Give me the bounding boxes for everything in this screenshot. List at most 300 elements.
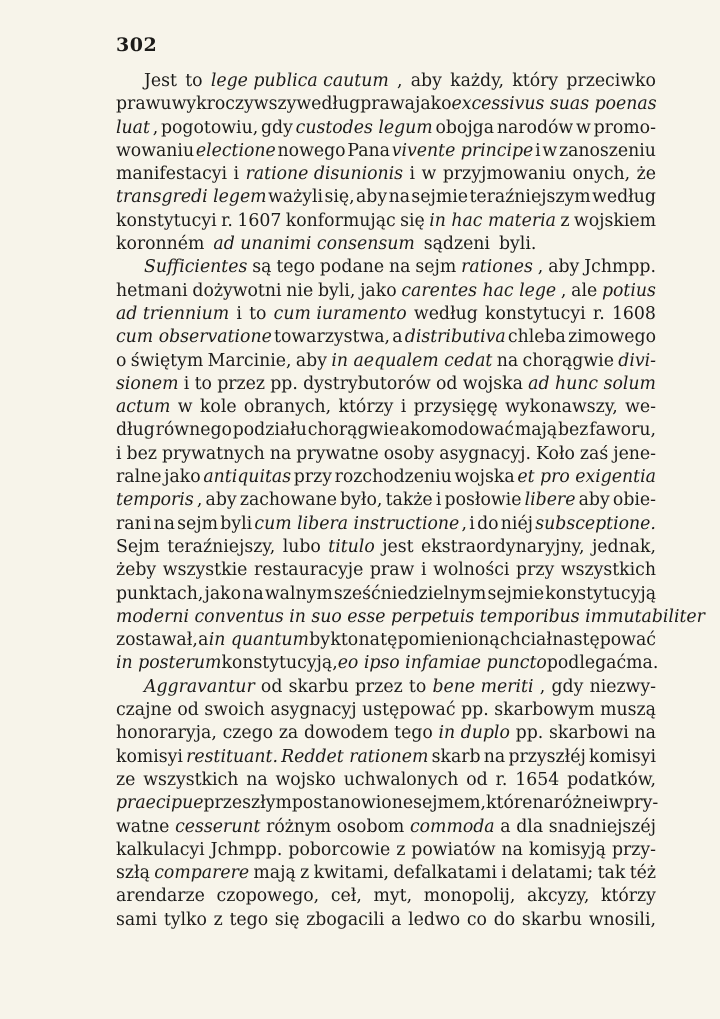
- latin-phrase: Reddet rationem: [281, 746, 429, 767]
- word: komisyi: [116, 746, 183, 767]
- word: towarzystwa,: [274, 327, 391, 348]
- text-line: [116, 583, 656, 606]
- word: arendarze: [116, 886, 205, 907]
- word: sejm: [177, 513, 219, 534]
- word: chleba: [507, 327, 566, 348]
- word: sześćniedzielnym: [333, 583, 487, 604]
- word: aby: [410, 71, 442, 91]
- word: zaś: [579, 443, 609, 464]
- word: to: [194, 373, 212, 394]
- text-line: [116, 466, 656, 489]
- word: Pana: [347, 140, 390, 161]
- word: z: [560, 210, 570, 231]
- word: walnym: [264, 583, 333, 604]
- word: do: [493, 909, 516, 930]
- word: ledwo: [408, 909, 461, 930]
- word: prawu: [116, 94, 172, 115]
- word: co: [466, 909, 487, 930]
- word: gdy: [551, 676, 584, 697]
- word: według: [296, 94, 361, 115]
- word: sejm: [415, 257, 457, 278]
- word: jako: [360, 280, 397, 301]
- word: od: [260, 676, 283, 697]
- word: pry-: [623, 793, 659, 814]
- word: asygnacyj: [270, 700, 357, 721]
- word: gdy: [260, 117, 293, 138]
- word: pogotowiu,: [160, 117, 259, 138]
- word: chorągwie: [522, 350, 614, 371]
- word: dożywotni: [192, 280, 282, 301]
- word: jednak,: [591, 536, 656, 557]
- word: Koło: [536, 443, 575, 464]
- word: by: [309, 630, 331, 651]
- word: podziału: [232, 420, 307, 441]
- word: dystrybutorów: [303, 373, 431, 394]
- word: r.: [592, 303, 605, 324]
- word: się,: [324, 187, 355, 208]
- word: kto: [330, 630, 359, 651]
- word: jest: [382, 536, 414, 557]
- word: myt,: [373, 886, 413, 907]
- word: koronném: [116, 234, 205, 255]
- latin-phrase: Aggravantur: [144, 676, 255, 697]
- text-line: [116, 280, 656, 303]
- word: niezwy-: [589, 676, 656, 697]
- word: zimowego: [568, 327, 656, 348]
- text-line: [116, 769, 656, 792]
- word: czajne: [116, 700, 172, 721]
- word: i: [435, 490, 442, 511]
- word: a: [500, 816, 511, 837]
- text-line: [116, 140, 656, 163]
- word: czopowego,: [216, 886, 320, 907]
- word: ekstraordynaryjny,: [421, 536, 585, 557]
- latin-phrase: distributiva: [404, 327, 506, 348]
- word: Jchmpp.: [210, 839, 283, 860]
- latin-phrase: et pro exigentia: [517, 467, 656, 488]
- word: defalkatami: [393, 863, 497, 884]
- text-line: [116, 722, 656, 745]
- text-line: [116, 117, 656, 140]
- word: uchwalonych: [343, 769, 459, 790]
- word: każdy,: [450, 71, 505, 91]
- word: wykonawszy,: [505, 397, 618, 418]
- text-line: [116, 419, 656, 442]
- word: od: [436, 373, 458, 394]
- word: ,: [152, 117, 159, 138]
- word: aby: [578, 490, 610, 511]
- text-line: [116, 233, 656, 256]
- word: na: [634, 723, 656, 744]
- word: się: [400, 210, 425, 231]
- word: i: [116, 443, 122, 464]
- word: na: [153, 513, 175, 534]
- word: na: [389, 257, 411, 278]
- word: że: [636, 164, 656, 185]
- word: Jest: [144, 71, 177, 91]
- latin-phrase: electione: [195, 140, 276, 161]
- word: tego: [394, 723, 433, 744]
- word: bez: [126, 443, 157, 464]
- word: i: [183, 373, 190, 394]
- text-line: [116, 513, 656, 536]
- text-line: [116, 629, 656, 652]
- word: narodów: [496, 117, 574, 138]
- word: tę: [380, 630, 398, 651]
- word: wszystkich: [560, 560, 656, 581]
- word: ale: [571, 280, 598, 301]
- text-line: [116, 303, 656, 326]
- word: a: [198, 630, 209, 651]
- word: podatków,: [567, 769, 656, 790]
- latin-phrase: libere: [524, 490, 576, 511]
- text-line: [116, 839, 656, 862]
- word: mają: [253, 863, 296, 884]
- word: rozchodzeniu: [334, 467, 452, 488]
- word: tylko: [163, 909, 207, 930]
- latin-phrase: rationes: [461, 257, 533, 278]
- text-line: [116, 536, 656, 559]
- word: obie-: [612, 490, 656, 511]
- word: muszą: [600, 700, 656, 721]
- word: byli.: [498, 234, 537, 255]
- latin-phrase: in duplo: [438, 723, 510, 744]
- word: i: [409, 164, 416, 185]
- word: przysięgę: [413, 397, 498, 418]
- word: kalkulacyi: [116, 839, 205, 860]
- word: promo-: [593, 117, 656, 138]
- word: onych,: [572, 164, 631, 185]
- text-line: [116, 606, 705, 629]
- word: przyszłéj: [508, 746, 586, 767]
- word: z: [300, 863, 310, 884]
- text-line: [116, 350, 656, 373]
- word: r.: [221, 210, 233, 231]
- word: przez: [354, 676, 403, 697]
- text-line: [116, 699, 656, 722]
- word: dla: [516, 816, 544, 837]
- latin-phrase: vivente principe: [391, 140, 534, 161]
- latin-phrase: actum: [116, 397, 171, 418]
- word: następować: [552, 630, 656, 651]
- word: teraźniejszym: [469, 187, 591, 208]
- word: teraźniejszy,: [167, 536, 276, 557]
- word: na: [501, 839, 523, 860]
- word: ,: [196, 490, 203, 511]
- word: zanoszeniu: [558, 140, 656, 161]
- word: prywatne: [296, 443, 379, 464]
- word: z: [213, 909, 223, 930]
- text-line: [116, 443, 656, 466]
- word: przeciwko: [566, 71, 656, 91]
- word: punktach,: [116, 583, 204, 604]
- word: akcyzy,: [527, 886, 590, 907]
- word: jako: [204, 583, 242, 604]
- word: i: [535, 140, 541, 161]
- word: kole: [199, 397, 237, 418]
- word: od: [177, 700, 199, 721]
- word: na: [496, 350, 519, 371]
- latin-phrase: in hac materia: [429, 210, 556, 231]
- word: chciał: [500, 630, 552, 651]
- word: ,: [461, 513, 468, 534]
- word: wszystkich: [143, 769, 239, 790]
- latin-phrase: eo ipso infamiae puncto: [337, 653, 547, 674]
- word: w: [608, 793, 624, 814]
- text-line: [116, 256, 656, 279]
- word: jako: [164, 467, 201, 488]
- word: dowodem: [304, 723, 389, 744]
- word: i: [420, 560, 427, 581]
- word: skarbu: [288, 676, 349, 697]
- latin-phrase: temporis: [116, 490, 194, 511]
- word: przy: [516, 560, 555, 581]
- word: w: [421, 164, 437, 185]
- word: na: [388, 187, 410, 208]
- word: to: [185, 71, 203, 91]
- latin-phrase: ratione disunionis: [245, 164, 404, 185]
- word: a: [392, 327, 403, 348]
- word: przy-: [611, 839, 656, 860]
- latin-phrase: cesserunt: [175, 816, 261, 837]
- word: o: [116, 350, 127, 371]
- word: skarb: [431, 746, 481, 767]
- latin-phrase: in posterum: [116, 653, 222, 674]
- text-line: [116, 326, 656, 349]
- word: którzy: [338, 397, 394, 418]
- word: poborcowie: [288, 839, 391, 860]
- word: podlegać: [546, 653, 627, 674]
- word: ralne: [116, 467, 162, 488]
- word: konstytucyi: [485, 303, 586, 324]
- word: czego: [222, 723, 274, 744]
- latin-phrase: cum libera instructione: [254, 513, 460, 534]
- word: na: [483, 746, 506, 767]
- word: Jchmpp.: [584, 257, 656, 278]
- word: podane: [319, 257, 385, 278]
- word: i: [233, 164, 240, 185]
- latin-phrase: ad unanimi consensum: [213, 234, 415, 255]
- text-line: [116, 652, 659, 675]
- latin-phrase: in quantum: [208, 630, 309, 651]
- word: Marcinie,: [207, 350, 292, 371]
- word: niéj: [500, 513, 534, 534]
- word: według: [592, 187, 656, 208]
- latin-phrase: divi-: [618, 350, 656, 371]
- latin-phrase: carentes hac lege: [401, 280, 557, 301]
- word: mają: [514, 420, 558, 441]
- word: którzy: [600, 886, 656, 907]
- text-line: [116, 746, 656, 769]
- word: osobom: [336, 816, 405, 837]
- word: snadniejszéj: [548, 816, 656, 837]
- latin-phrase: luat: [116, 117, 150, 138]
- word: skarbowi: [549, 723, 629, 744]
- word: ,: [539, 676, 546, 697]
- word: 1608: [611, 303, 656, 324]
- latin-phrase: cum observatione: [116, 327, 272, 348]
- word: Sejm: [116, 536, 160, 557]
- word: swoich: [204, 700, 265, 721]
- word: i: [602, 793, 609, 814]
- text-line: [116, 489, 656, 512]
- word: było,: [340, 490, 383, 511]
- word: aby: [548, 257, 580, 278]
- word: szłą: [116, 863, 150, 884]
- word: tak: [597, 863, 626, 884]
- word: z: [396, 839, 406, 860]
- word: ,: [396, 71, 403, 91]
- latin-phrase: subsceptione.: [535, 513, 656, 534]
- word: asygnacyj.: [439, 443, 532, 464]
- word: obranych,: [243, 397, 332, 418]
- word: ma.: [626, 653, 659, 674]
- word: r.: [495, 769, 508, 790]
- word: zachowane: [239, 490, 337, 511]
- latin-phrase: excessivus suas poenas: [451, 94, 657, 115]
- latin-phrase: in aequalem cedat: [331, 350, 493, 371]
- word: przy: [293, 467, 332, 488]
- word: skarbu: [521, 909, 582, 930]
- word: sejmie: [411, 187, 469, 208]
- word: konstytucyją: [545, 583, 656, 604]
- word: do: [477, 513, 499, 534]
- text-line: [116, 792, 659, 815]
- word: ustępować: [362, 700, 456, 721]
- text-line: [116, 816, 656, 839]
- word: świętym: [130, 350, 204, 371]
- word: nowego: [277, 140, 346, 161]
- word: wowaniu: [116, 140, 195, 161]
- word: we-: [625, 397, 656, 418]
- word: pomienioną: [397, 630, 500, 651]
- latin-phrase: titulo: [328, 536, 375, 557]
- word: i: [469, 513, 475, 534]
- word: watne: [116, 816, 170, 837]
- word: który: [512, 71, 559, 91]
- word: pp.: [461, 700, 489, 721]
- word: pp.: [270, 373, 298, 394]
- word: a: [391, 909, 402, 930]
- word: jene-: [613, 443, 656, 464]
- text-line: [116, 862, 656, 885]
- word: aby: [295, 350, 327, 371]
- latin-phrase: antiquitas: [203, 467, 292, 488]
- latin-phrase: sionem: [116, 373, 179, 394]
- word: monopolij,: [423, 886, 516, 907]
- word: téż: [629, 863, 656, 884]
- word: ,: [560, 280, 567, 301]
- word: przez: [217, 373, 265, 394]
- word: sądzeni: [423, 234, 490, 255]
- latin-phrase: comparere: [154, 863, 250, 884]
- word: lubo: [282, 536, 321, 557]
- word: w: [542, 140, 558, 161]
- text-line: [116, 70, 656, 93]
- page-number: 302: [116, 34, 158, 56]
- latin-phrase: potius: [601, 280, 656, 301]
- word: 1607: [237, 210, 282, 231]
- word: sejmem,: [413, 793, 487, 814]
- word: pp.: [515, 723, 544, 744]
- word: aby: [356, 187, 388, 208]
- word: zbogacili: [306, 909, 385, 930]
- word: różnym: [266, 816, 332, 837]
- word: różne: [553, 793, 603, 814]
- word: sejmie: [487, 583, 545, 604]
- text-line: [116, 186, 656, 209]
- text-line: [116, 93, 656, 116]
- word: na: [358, 630, 380, 651]
- word: w: [177, 397, 193, 418]
- text-line: [116, 396, 656, 419]
- word: wykroczywszy: [171, 94, 297, 115]
- text-line: [116, 559, 656, 582]
- text-line: [116, 373, 656, 396]
- word: komisyją: [528, 839, 606, 860]
- word: jako: [414, 94, 452, 115]
- word: kwitami,: [313, 863, 390, 884]
- word: wolności: [433, 560, 510, 581]
- word: byli,: [317, 280, 356, 301]
- word: faworu,: [589, 420, 656, 441]
- latin-phrase: praecipue: [116, 793, 204, 814]
- latin-phrase: commoda: [409, 816, 495, 837]
- word: akomodować: [399, 420, 515, 441]
- word: przyjmowaniu: [442, 164, 567, 185]
- word: ważyli: [268, 187, 324, 208]
- word: są: [252, 257, 272, 278]
- word: także: [385, 490, 433, 511]
- word: obojga: [435, 117, 495, 138]
- word: byli: [220, 513, 253, 534]
- word: tego: [229, 909, 269, 930]
- word: honoraryja,: [116, 723, 217, 744]
- word: komisyi: [589, 746, 656, 767]
- word: prawa: [360, 94, 415, 115]
- word: na: [246, 769, 268, 790]
- word: wojsko: [275, 769, 336, 790]
- text-line: [116, 163, 656, 186]
- word: od: [466, 769, 488, 790]
- word: prywatnych: [161, 443, 265, 464]
- word: postanowione: [291, 793, 414, 814]
- latin-phrase: ad triennium: [116, 303, 230, 324]
- word: konstytucyją,: [221, 653, 338, 674]
- word: rani: [116, 513, 152, 534]
- word: ze: [116, 769, 136, 790]
- word: to: [249, 303, 267, 324]
- word: wszystkie: [162, 560, 248, 581]
- word: za: [278, 723, 299, 744]
- latin-phrase: ad hunc solum: [528, 373, 656, 394]
- word: sami: [116, 909, 158, 930]
- word: nie: [286, 280, 314, 301]
- text-line: [116, 909, 656, 932]
- word: delatami;: [511, 863, 594, 884]
- word: według: [413, 303, 478, 324]
- word: na: [242, 583, 264, 604]
- word: osoby: [383, 443, 435, 464]
- word: na: [532, 793, 554, 814]
- word: chorągwie: [307, 420, 400, 441]
- word: w: [575, 117, 591, 138]
- word: 1654: [515, 769, 560, 790]
- word: konstytucyi: [116, 210, 217, 231]
- word: na: [269, 443, 292, 464]
- word: przeszłym: [203, 793, 292, 814]
- latin-phrase: moderni conventus in suo esse perpetuis temporibus immutabiliter: [116, 606, 705, 627]
